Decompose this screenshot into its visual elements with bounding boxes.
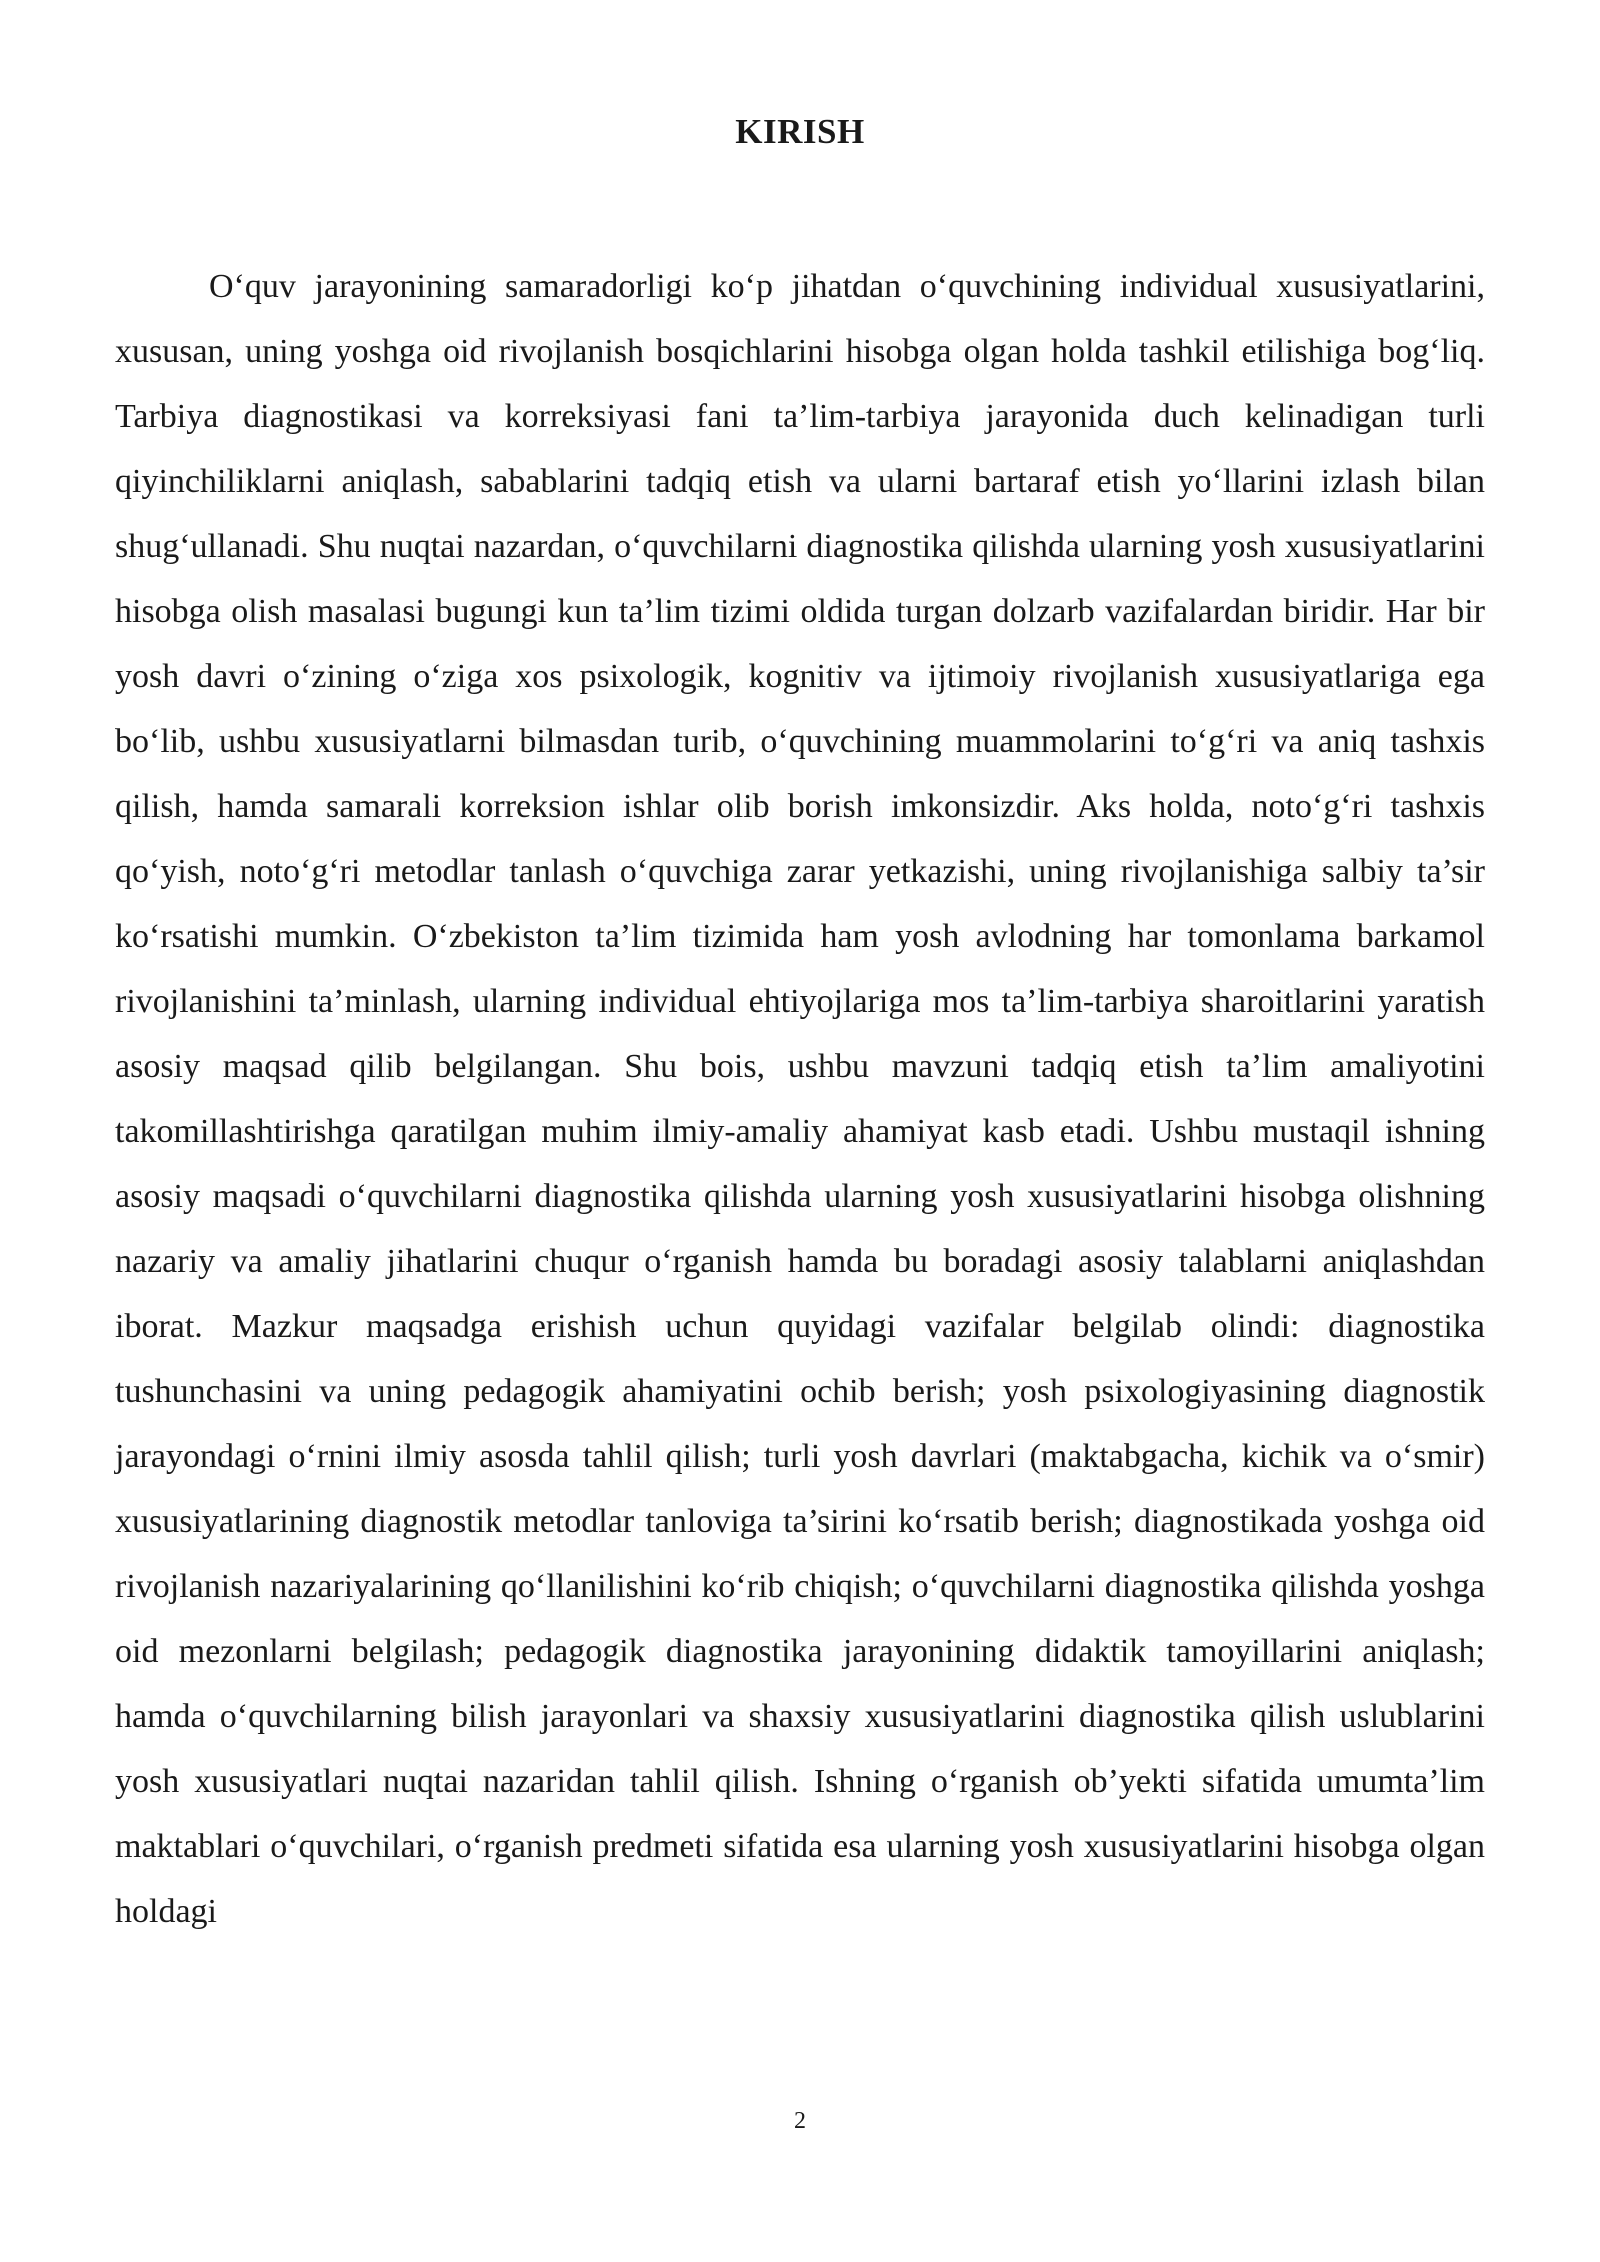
body-paragraph: O‘quv jarayonining samaradorligi ko‘p jihatdan o‘quvchining individual xususiyatlarini, xususan, uning yoshga oid rivojlanish bosqichlarini hisobga olgan holda tashkil etilishiga bog‘liq. Tarbiya diagnostikasi va korreksiyasi fani ta’lim-tarbiya jarayonida duch kelinadigan turli qiyinchiliklarni aniqlash, sabablarini tadqiq etish va ularni bartaraf etish yo‘llarini izlash bilan shug‘ullanadi. Shu nuqtai nazardan, o‘quvchilarni diagnostika qilishda ularning yosh xususiyatlarini hisobga olish masalasi bugungi kun ta’lim tizimi oldida turgan dolzarb vazifalardan biridir. Har bir yosh davri o‘zining o‘ziga xos psixologik, kognitiv va ijtimoiy rivojlanish xususiyatlariga ega bo‘lib, ushbu xususiyatlarni bilmasdan turib, o‘quvchining muammolarini to‘g‘ri va aniq tashxis qilish, hamda samarali korreksion ishlar olib borish imkonsizdir. Aks holda, noto‘g‘ri tashxis qo‘yish, noto‘g‘ri metodlar tanlash o‘quvchiga zarar yetkazishi, uning rivojlanishiga salbiy ta’sir ko‘rsatishi mumkin. O‘zbekiston ta’lim tizimida ham yosh avlodning har tomonlama barkamol rivojlanishini ta’minlash, ularning individual ehtiyojlariga mos ta’lim-tarbiya sharoitlarini yaratish asosiy maqsad qilib belgilangan. Shu bois, ushbu mavzuni tadqiq etish ta’lim amaliyotini takomillashtirishga qaratilgan muhim ilmiy-amaliy ahamiyat kasb etadi. Ushbu mustaqil ishning asosiy maqsadi o‘quvchilarni diagnostika qilishda ularning yosh xususiyatlarini hisobga olishning nazariy va amaliy jihatlarini chuqur o‘rganish hamda bu boradagi asosiy talablarni aniqlashdan iborat. Mazkur maqsadga erishish uchun quyidagi vazifalar belgilab olindi: diagnostika tushunchasini va uning pedagogik ahamiyatini ochib berish; yosh psixologiyasining diagnostik jarayondagi o‘rnini ilmiy asosda tahlil qilish; turli yosh davrlari (maktabgacha, kichik va o‘smir) xususiyatlarining diagnostik metodlar tanloviga ta’sirini ko‘rsatib berish; diagnostikada yoshga oid rivojlanish nazariyalarining qo‘llanilishini ko‘rib chiqish; o‘quvchilarni diagnostika qilishda yoshga oid mezonlarni belgilash; pedagogik diagnostika jarayonining didaktik tamoyillarini aniqlash; hamda o‘quvchilarning bilish jarayonlari va shaxsiy xususiyatlarini diagnostika qilish uslublarini yosh xususiyatlari nuqtai nazaridan tahlil qilish. Ishning o‘rganish ob’yekti sifatida umumta’lim maktablari o‘quvchilari, o‘rganish predmeti sifatida esa ularning yosh xususiyatlarini hisobga olgan holdagi [115, 268, 1485, 1930]
page-number: 2 [794, 2108, 806, 2134]
page-heading: KIRISH [735, 112, 865, 151]
